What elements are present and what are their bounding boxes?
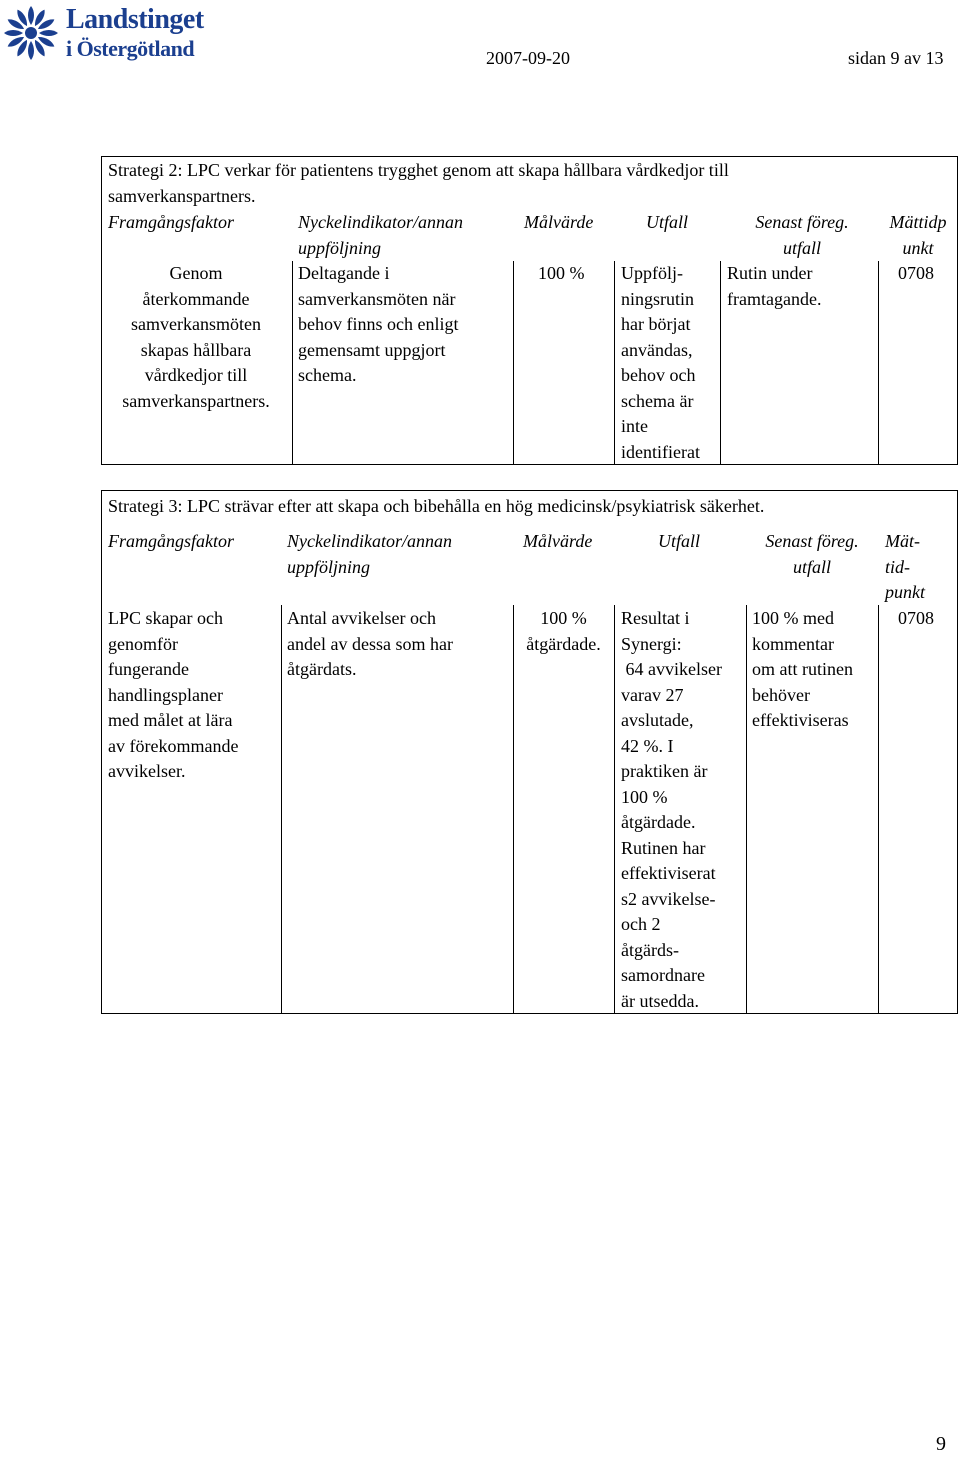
table1-header-senast-utfall: Senast föreg. utfall bbox=[755, 212, 849, 258]
table2-cell-malvarde: 100 % åtgärdade. bbox=[526, 608, 601, 654]
table2-cell-utfall: Resultat i Synergi: 64 avvikelser varav 27 avslutade, 42 %. I praktiken är 100 % åtgärdade. Rutinen har effektiviserat s2 avvikelse- och 2 åtgärds- samordnare är utsedda. bbox=[621, 608, 722, 1011]
table1-col-divider bbox=[292, 261, 293, 465]
table1-header-mattidpunkt: Mättidp unkt bbox=[889, 212, 947, 258]
table2-col-divider bbox=[878, 605, 879, 1014]
table2-col-divider bbox=[614, 605, 615, 1014]
flower-logo-icon bbox=[2, 4, 62, 62]
table2-col-divider bbox=[513, 605, 514, 1014]
table2-cell-mattidpunkt: 0708 bbox=[898, 608, 934, 628]
table2-title: Strategi 3: LPC strävar efter att skapa och bibehålla en hög medicinsk/psykiatrisk säkerhet. bbox=[108, 496, 765, 516]
table1-col-divider bbox=[513, 261, 514, 465]
table1-header-malvarde: Målvärde bbox=[524, 212, 594, 232]
table2-header-utfall: Utfall bbox=[658, 531, 701, 551]
table1-col-divider bbox=[878, 261, 879, 465]
logo-subtitle: i Östergötland bbox=[66, 36, 195, 61]
table1-col-divider bbox=[720, 261, 721, 465]
table1-cell-malvarde: 100 % bbox=[538, 263, 585, 283]
header-date: 2007-09-20 bbox=[486, 48, 570, 68]
landstinget-logo bbox=[2, 4, 262, 62]
table2-cell-senast-utfall: 100 % med kommentar om att rutinen behöver effektiviseras bbox=[752, 608, 853, 730]
table1-header-utfall: Utfall bbox=[646, 212, 689, 232]
table1-cell-utfall: Uppfölj- ningsrutin har börjat användas, behov och schema är inte identifierat bbox=[621, 263, 700, 462]
table1-cell-mattidpunkt: 0708 bbox=[898, 263, 934, 283]
table2-cell-framgangsfaktor: LPC skapar och genomför fungerande handlingsplaner med målet at lära av förekommande avvikelser. bbox=[108, 608, 239, 781]
table2-cell-nyckelindikator: Antal avvikelser och andel av dessa som har åtgärdats. bbox=[287, 608, 453, 679]
table1-cell-senast-utfall: Rutin under framtagande. bbox=[727, 263, 822, 309]
table2-header-framgangsfaktor: Framgångsfaktor bbox=[108, 531, 234, 551]
table1-title: Strategi 2: LPC verkar för patientens trygghet genom att skapa hållbara vårdkedjor till samverkanspartners. bbox=[108, 160, 729, 206]
footer-page-number: 9 bbox=[936, 1433, 946, 1455]
table1-col-divider bbox=[614, 261, 615, 465]
table2-col-divider bbox=[281, 605, 282, 1014]
table1-header-framgangsfaktor: Framgångsfaktor bbox=[108, 212, 234, 232]
header-page-number: sidan 9 av 13 bbox=[848, 48, 944, 68]
table2-header-malvarde: Målvärde bbox=[523, 531, 593, 551]
table2-header-nyckelindikator: Nyckelindikator/annan uppföljning bbox=[287, 531, 452, 577]
table2-header-mattidpunkt: Mät- tid- punkt bbox=[885, 531, 925, 602]
table2-header-senast-utfall: Senast föreg. utfall bbox=[765, 531, 859, 577]
table1-header-nyckelindikator: Nyckelindikator/annan uppföljning bbox=[298, 212, 463, 258]
table2-col-divider bbox=[746, 605, 747, 1014]
table1-cell-nyckelindikator: Deltagande i samverkansmöten när behov finns och enligt gemensamt uppgjort schema. bbox=[298, 263, 459, 385]
table1-cell-framgangsfaktor: Genom återkommande samverkansmöten skapas hållbara vårdkedjor till samverkanspartners. bbox=[122, 263, 270, 411]
logo-title: Landstinget bbox=[66, 4, 204, 35]
